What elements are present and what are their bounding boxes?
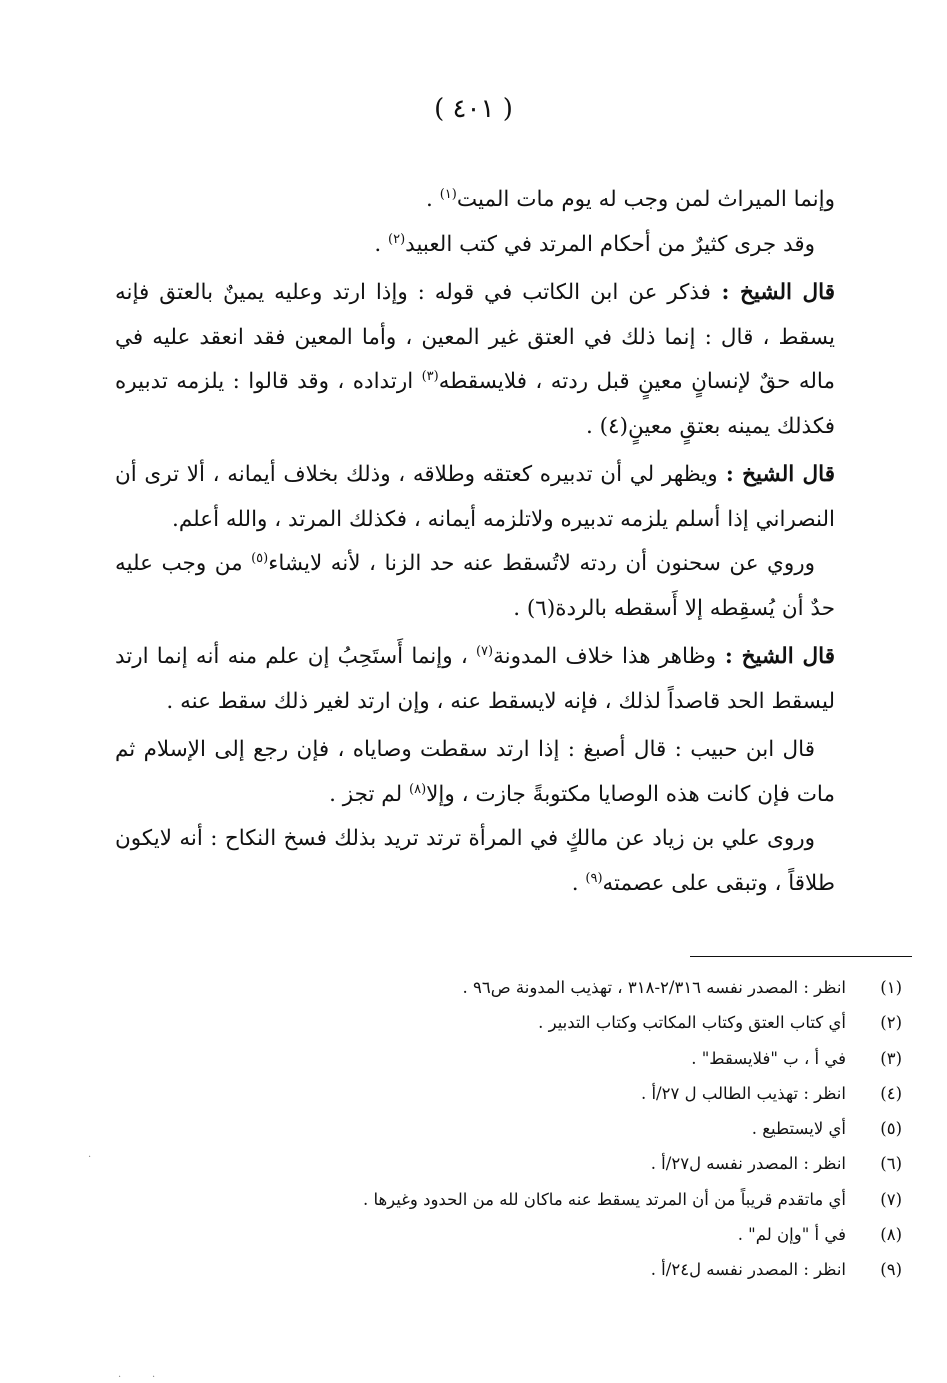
scan-speck: ·	[152, 1372, 156, 1383]
paragraph-2	[115, 223, 835, 268]
paragraph-4	[115, 453, 835, 542]
footnote-number: (٣)	[880, 1048, 902, 1068]
footnote-3	[190, 1049, 902, 1084]
footnote-text: انظر : المصدر نفسه ٢/٣١٦-٣١٨ ، تهذيب المدونة ص٩٦ .	[462, 978, 846, 997]
paragraph-text: وقد جرى كثيرٌ من أحكام المرتد في كتب العبيد	[405, 231, 815, 257]
paragraph-text: وظاهر هذا خلاف المدونة	[493, 644, 717, 669]
footnote-number: (٢)	[880, 1013, 902, 1033]
paragraph-1	[115, 178, 835, 223]
footnote-text: في أ ، ب "فلايسقط" .	[691, 1048, 846, 1068]
footnote-ref: (٥)	[251, 550, 269, 566]
main-text	[115, 178, 835, 906]
footnote-ref: (٧)	[475, 643, 494, 659]
footnote-text: في أ "وإن لم" .	[737, 1225, 846, 1245]
footnote-text: انظر : المصدر نفسه ل٢٧/أ .	[650, 1154, 846, 1174]
scan-speck: ·	[88, 1152, 92, 1163]
paragraph-8	[115, 817, 835, 906]
footnote-2	[190, 1013, 902, 1048]
speaker-label: قال الشيخ :	[717, 462, 835, 487]
paragraph-tail: .	[426, 187, 440, 212]
footnote-ref: (٣)	[421, 368, 439, 384]
paragraph-tail: .	[374, 231, 389, 257]
scan-speck: ·	[118, 1372, 122, 1383]
footnote-5	[190, 1119, 902, 1154]
paragraph-tail: ، وإنما أَستَحِبُ إن علم منه أنه إنما ارتد ليسقط الحد قاصداً لذلك ، فإنه لايسقط عنه ، وإن ارتد لغير ذلك سقط عنه .	[115, 644, 835, 714]
paragraph-tail: ارتداده ، وقد قالوا : يلزمه تدبيره فكذلك يمينه بعتقٍ معينٍ(٤) .	[115, 369, 835, 439]
footnote-8	[190, 1225, 902, 1260]
footnote-ref: (٩)	[585, 870, 603, 886]
footnotes	[190, 978, 902, 1296]
footnote-number: (٧)	[880, 1189, 902, 1209]
footnote-number: (٦)	[880, 1154, 902, 1174]
footnote-divider	[690, 956, 912, 957]
footnote-text: انظر : المصدر نفسه ل٢٤/أ .	[650, 1260, 846, 1280]
footnote-7	[190, 1190, 902, 1225]
footnote-9	[190, 1260, 902, 1295]
footnote-1	[190, 978, 902, 1013]
footnote-number: (٩)	[880, 1260, 902, 1280]
footnote-ref: (١)	[439, 186, 457, 202]
footnote-number: (١)	[880, 978, 902, 997]
paragraph-text: فذكر عن ابن الكاتب في قوله : وإذا ارتد وعليه يمينٌ بالعتق فإنه يسقط ، قال : إنما ذلك في العتق غير المعين ، وأما المعين فقد انعقد عليه في ماله حقٌ لإنسانٍ معينٍ قبل ردته ، فلايسقطه	[115, 280, 835, 394]
footnote-6	[190, 1154, 902, 1189]
paragraph-text: وروى علي بن زياد عن مالكٍ في المرأة ترتد تريد بذلك فسخ النكاح : أنه لايكون طلاقاً ، وتبقى على عصمته	[115, 826, 835, 896]
paragraph-7	[115, 728, 835, 817]
paragraph-6	[115, 635, 835, 724]
footnote-ref: (٨)	[409, 781, 427, 797]
footnote-number: (٥)	[880, 1119, 902, 1139]
paragraph-text: وروي عن سحنون أن ردته لاتُسقط عنه حد الزنا ، لأنه لايشاء	[268, 551, 816, 576]
speaker-label: قال الشيخ :	[716, 644, 835, 669]
footnote-ref: (٢)	[388, 231, 406, 247]
paragraph-text: ويظهر لي أن تدبيره كعتقه وطلاقه ، وذلك بخلاف أيمانه ، ألا ترى أن النصراني إذا أسلم يلزمه تدبيره ولاتلزمه أيمانه ، فكذلك المرتد ، والله أعلم.	[115, 462, 835, 532]
footnote-text: أي لايستطيع .	[751, 1119, 846, 1139]
paragraph-3	[115, 271, 835, 449]
paragraph-text: وإنما الميراث لمن وجب له يوم مات الميت	[456, 187, 835, 212]
paragraph-text: قال ابن حبيب : قال أصبغ : إذا ارتد سقطت وصاياه ، فإن رجع إلى الإسلام ثم مات فإن كانت هذه الوصايا مكتوبةً جازت ، وإلا	[115, 737, 835, 807]
speaker-label: قال الشيخ :	[710, 280, 835, 305]
footnote-text: أي ماتقدم قريباً من أن المرتد يسقط عنه ماكان لله من الحدود وغيرها .	[362, 1189, 846, 1209]
footnote-4	[190, 1084, 902, 1119]
footnote-number: (٤)	[880, 1083, 902, 1103]
footnote-number: (٨)	[880, 1225, 902, 1245]
paragraph-tail: لم تجز .	[329, 781, 409, 807]
page-number: ( ٤٠١ )	[434, 94, 513, 124]
footnote-text: أي كتاب العتق وكتاب المكاتب وكتاب التدبير .	[538, 1013, 846, 1033]
paragraph-5	[115, 542, 835, 631]
paragraph-tail: من وجب عليه حدٌ أن يُسقِطه إلا أَسقطه بالردة(٦) .	[115, 551, 835, 621]
footnote-text: انظر : تهذيب الطالب ل ٢٧/أ .	[640, 1083, 846, 1103]
paragraph-tail: .	[571, 870, 586, 896]
